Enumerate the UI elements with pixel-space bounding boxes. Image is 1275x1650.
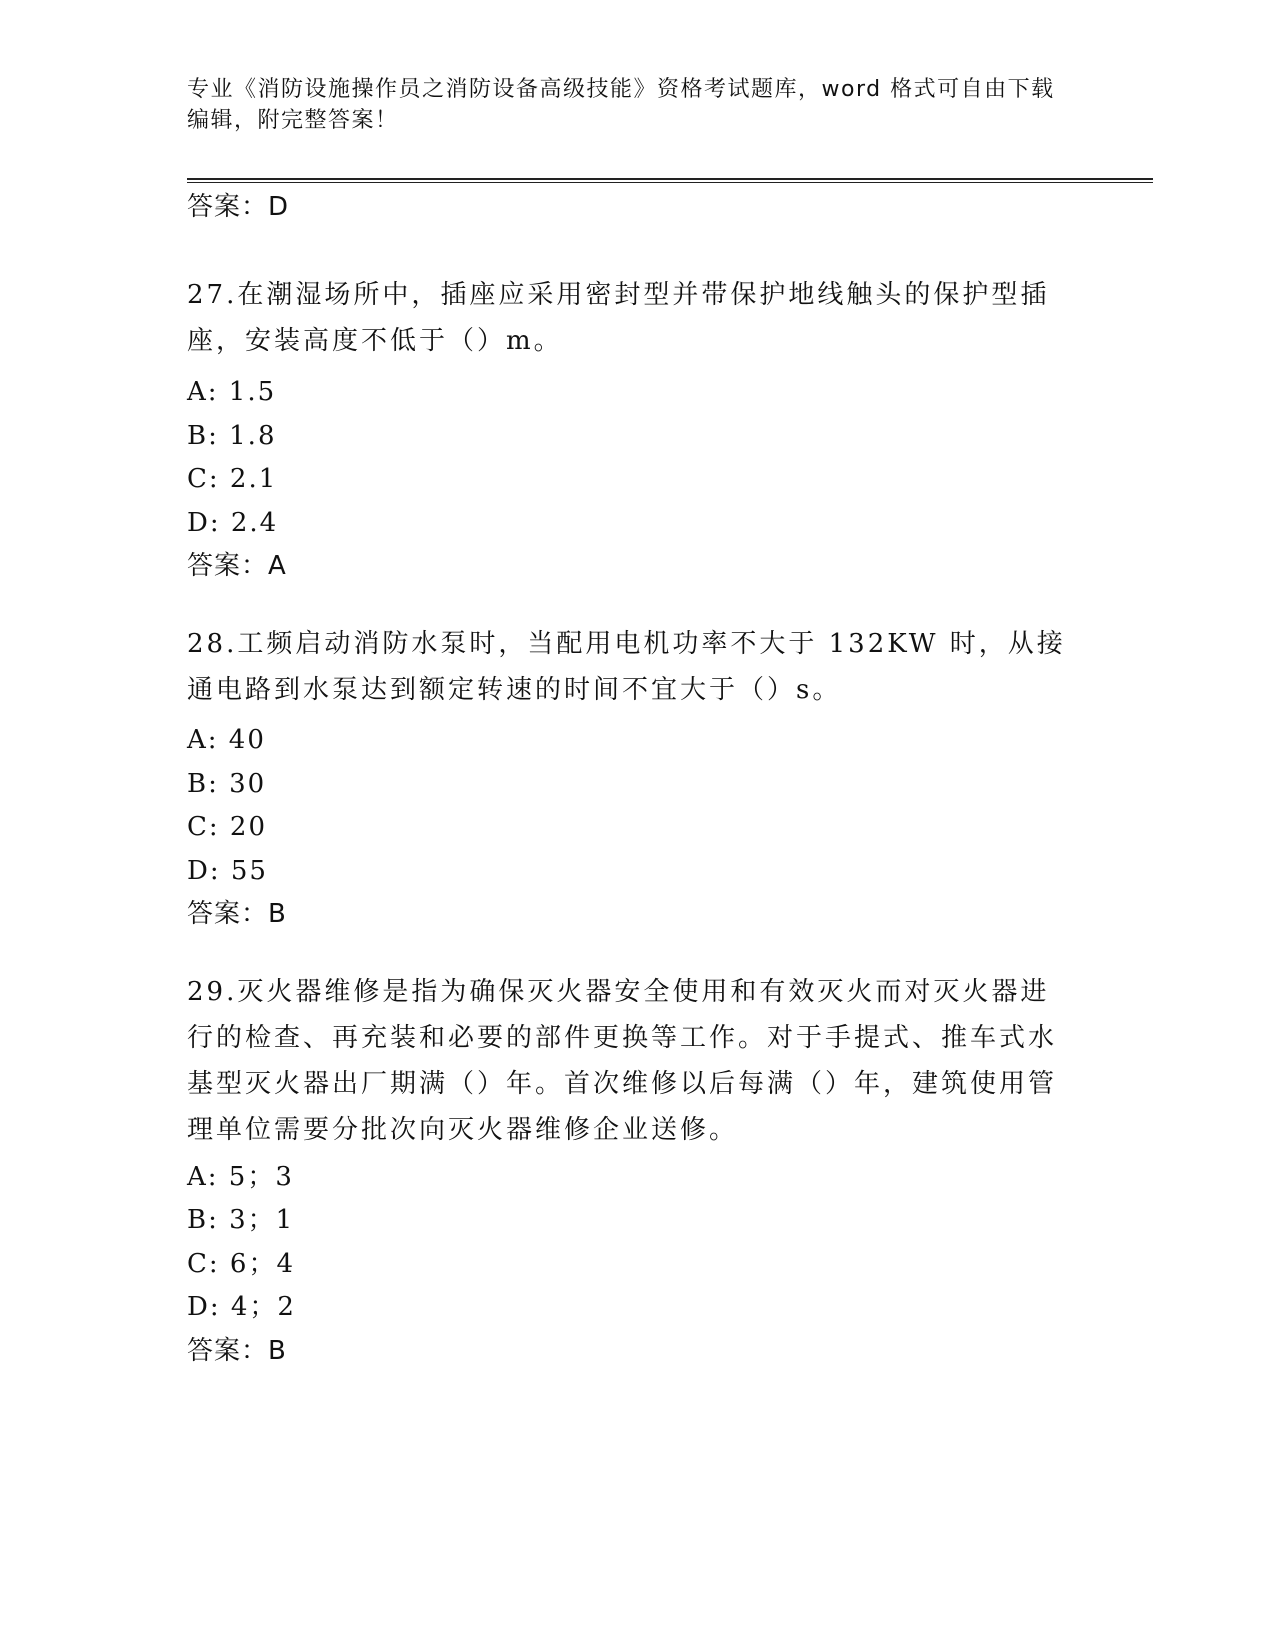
question-29-option-c: C: 6；4 — [187, 1249, 296, 1279]
question-29-stem: 29.灭火器维修是指为确保灭火器安全使用和有效灭火而对灭火器进行的检查、再充装和必要的部件更换等工作。对于手提式、推车式水基型灭火器出厂期满（）年。首次维修以后每满（）年，建筑使用管理单位需要分批次向灭火器维修企业送修。 — [187, 977, 1058, 1145]
question-28-answer: 答案：B — [187, 899, 287, 929]
page-header: 专业《消防设施操作员之消防设备高级技能》资格考试题库，word 格式可自由下载编辑，附完整答案！ — [187, 77, 1055, 133]
question-27-option-d: D: 2.4 — [187, 508, 279, 538]
question-28-stem: 28.工频启动消防水泵时，当配用电机功率不大于 132KW 时，从接通电路到水泵达到额定转速的时间不宜大于（）s。 — [187, 629, 1066, 705]
question-29-answer: 答案：B — [187, 1336, 287, 1366]
question-29-option-d: D: 4；2 — [187, 1292, 296, 1322]
previous-answer: 答案：D — [187, 192, 290, 222]
question-27-option-a: A: 1.5 — [187, 377, 277, 407]
question-28-option-c: C: 20 — [187, 812, 268, 842]
question-27-option-b: B: 1.8 — [187, 421, 277, 451]
question-27-answer: 答案：A — [187, 551, 287, 581]
question-29-option-a: A: 5；3 — [187, 1162, 294, 1192]
question-27-stem: 27.在潮湿场所中，插座应采用密封型并带保护地线触头的保护型插座，安装高度不低于（）m。 — [187, 280, 1050, 356]
question-28-option-d: D: 55 — [187, 856, 268, 886]
question-28-option-a: A: 40 — [187, 725, 266, 755]
header-divider — [187, 178, 1153, 183]
question-28-option-b: B: 30 — [187, 769, 267, 799]
question-29-option-b: B: 3；1 — [187, 1205, 295, 1235]
question-27-option-c: C: 2.1 — [187, 464, 278, 494]
